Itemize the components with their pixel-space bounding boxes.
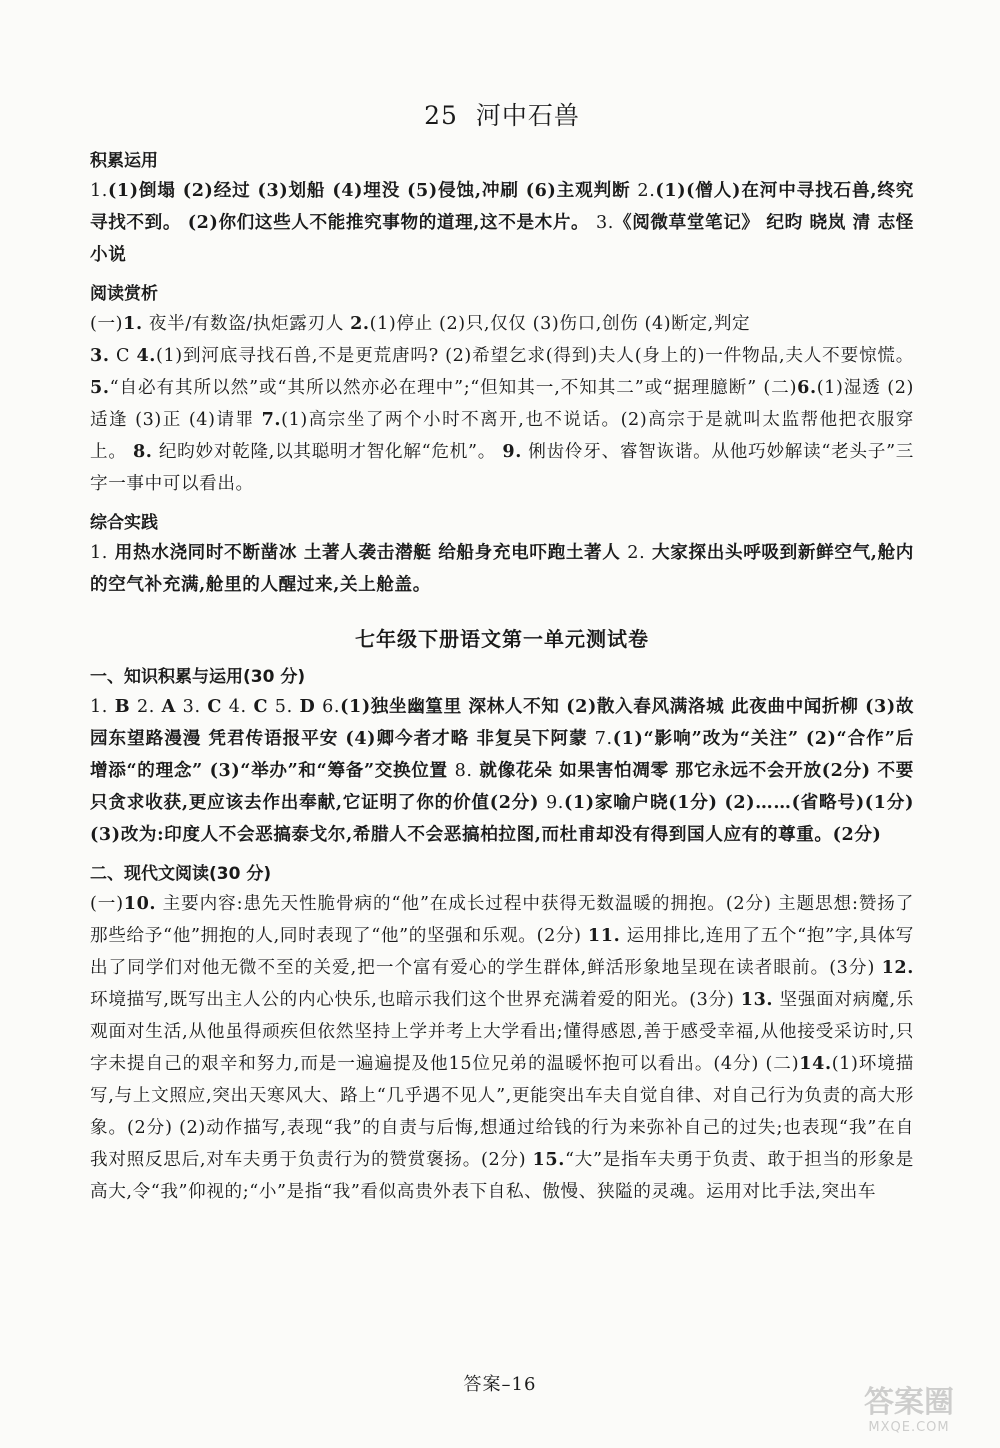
lesson-number: 25 xyxy=(424,101,458,130)
watermark-logo xyxy=(844,1386,974,1438)
question-number: 4. xyxy=(136,345,157,366)
test-title: 七年级下册语文第一单元测试卷 xyxy=(355,627,649,651)
page-content xyxy=(90,96,914,1208)
section-heading: 综合实践 xyxy=(90,513,158,533)
question-number: 就像花朵 如果害怕凋零 那它永远不会开放(2分) 不要只贪求收获,更应该去作出奉献,它证明了你的价值(2分) xyxy=(90,760,914,813)
question-number: 6. xyxy=(797,377,817,398)
question-number: (1)(僧人)在河中寻找石兽,终究寻找不到。 (2)你们这些人不能推究事物的道理,这不是木片。 xyxy=(90,180,914,233)
answer-text: (1)环境描写,与上文照应,突出天寒风大、路上“几乎遇不见人”,更能突出车夫自觉自律、对自己行为负责的高大形象。(2分) (2)动作描写,表现“我”的自责与后悔,想通过给钱的行为来弥补自己的过失;也表现“我”在自我对照反思后,对车夫勇于负责行为的赞赏褒扬。(2分) xyxy=(90,1054,914,1170)
answer-text: (1)到河底寻找石兽,不是更荒唐吗? (2)希望乞求(得到)夫人(身上的)一件物品,夫人不要惊慌。 xyxy=(156,346,914,366)
watermark-url: MXQE.COM xyxy=(868,1420,950,1435)
section-body xyxy=(90,691,914,851)
answer-text: 2. xyxy=(136,697,155,717)
watermark-text: 答案圈 xyxy=(864,1385,954,1420)
answer-text: 8. xyxy=(454,761,473,781)
question-number: C xyxy=(246,696,275,717)
answer-text: (1)停止 (2)只,仅仅 (3)伤口,创伤 (4)断定,判定 xyxy=(369,314,751,334)
answer-paragraph xyxy=(90,308,914,340)
question-number: (1)家喻户晓(1分) (2)……(省略号)(1分) (3)改为:印度人不会恶搞泰戈尔,希腊人不会恶搞柏拉图,而杜甫却没有得到国人应有的尊重。(2分) xyxy=(90,792,914,845)
answer-paragraph xyxy=(90,691,914,851)
answer-text: 运用排比,连用了五个“抱”字,具体写出了同学们对他无微不至的关爱,把一个富有爱心的学生群体,鲜活形象地呈现在读者眼前。(3分) xyxy=(90,926,914,978)
question-number: B xyxy=(108,696,137,717)
question-number: 13. xyxy=(740,989,774,1010)
question-number: (1)倒塌 (2)经过 (3)划船 (4)埋没 (5)侵蚀,冲刷 (6)主观判断 xyxy=(108,180,638,201)
question-number: 14. xyxy=(799,1053,832,1074)
question-number: 《阅微草堂笔记》 纪昀 晓岚 清 志怪小说 xyxy=(90,212,914,265)
question-number: D xyxy=(292,696,323,717)
answer-text: 1. xyxy=(90,543,108,563)
section-heading: 积累运用 xyxy=(90,151,158,171)
question-number: 用热水浇同时不断凿冰 土著人袭击潜艇 给船身充电吓跑土著人 xyxy=(108,542,628,563)
answer-text: 3. xyxy=(182,697,201,717)
answer-text: 7. xyxy=(594,729,613,749)
section-body xyxy=(90,537,914,601)
question-number: (1)独坐幽篁里 深林人不知 (2)散入春风满洛城 此夜曲中闻折柳 (3)故园东望路漫漫 凭君传语报平安 (4)卿今者才略 非复吴下阿蒙 xyxy=(90,696,915,749)
question-number: 15. xyxy=(532,1149,565,1170)
lesson-title xyxy=(90,96,914,132)
answer-text: 坚强面对病魔,乐观面对生活,从他虽得顽疾但依然坚持上学并考上大学看出;懂得感恩,善于感受幸福,从他接受采访时,只字未提自己的艰辛和努力,而是一遍遍提及他15位兄弟的温暖怀抱可以看出。(4分) (二) xyxy=(90,990,914,1074)
question-number: 2. xyxy=(350,313,370,334)
question-number: C xyxy=(200,696,229,717)
lesson-name: 河中石兽 xyxy=(475,101,580,130)
answer-text: 1. xyxy=(90,697,108,717)
question-number: 7. xyxy=(261,409,282,430)
answer-text: 6. xyxy=(322,697,341,717)
answer-text: 1. xyxy=(90,181,108,201)
answer-text: 2. xyxy=(627,543,646,563)
question-number: 5. xyxy=(90,377,110,398)
answer-text: (1)高宗坐了两个小时不离开,也不说话。(2)高宗于是就叫太监帮他把衣服穿上。 xyxy=(90,410,914,462)
answer-paragraph xyxy=(90,340,914,500)
answer-text: C xyxy=(109,346,137,366)
answer-text: 3. xyxy=(596,213,614,233)
question-number: 3. xyxy=(90,345,110,366)
answer-text: 环境描写,既写出主人公的内心快乐,也暗示我们这个世界充满着爱的阳光。(3分) xyxy=(90,990,741,1010)
answer-text: 4. xyxy=(228,697,247,717)
section-heading: 二、现代文阅读(30 分) xyxy=(90,864,272,884)
question-number: 大家探出头呼吸到新鲜空气,舱内的空气补充满,舱里的人醒过来,关上舱盖。 xyxy=(90,542,914,595)
answer-text: 主要内容:患先天性脆骨病的“他”在成长过程中获得无数温暖的拥抱。(2分) 主题思想:赞扬了那些给予“他”拥抱的人,同时表现了“他”的坚强和乐观。(2分) xyxy=(90,894,914,946)
section-body xyxy=(90,175,914,271)
page-number: 答案–16 xyxy=(463,1374,537,1395)
answer-text: 2. xyxy=(637,181,656,201)
answer-text: 夜半/有数盗/执炬露刃人 xyxy=(142,314,351,334)
question-number: 12. xyxy=(881,957,914,978)
answer-paragraph xyxy=(90,537,914,601)
question-number: A xyxy=(154,696,183,717)
question-number: 8. xyxy=(132,441,153,462)
answer-text: (1)湿透 (2)适逢 (3)正 (4)请罪 xyxy=(90,378,915,430)
answer-text: 纪昀妙对乾隆,以其聪明才智化解“危机”。 xyxy=(152,442,503,462)
section-body xyxy=(90,308,914,500)
answer-text: 俐齿伶牙、睿智诙谐。从他巧妙解读“老头子”三字一事中可以看出。 xyxy=(90,442,914,494)
question-number: 1. xyxy=(123,313,143,334)
answer-paragraph xyxy=(90,175,914,271)
section-heading: 阅读赏析 xyxy=(90,284,158,304)
answer-text: (一) xyxy=(90,314,124,334)
answer-text: “大”是指车夫勇于负责、敢于担当的形象是高大,令“我”仰视的;“小”是指“我”看似高贵外表下自私、傲慢、狭隘的灵魂。运用对比手法,突出车 xyxy=(90,1150,914,1202)
answer-text: 5. xyxy=(274,697,293,717)
question-number: (1)“影响”改为“关注” (2)“合作”后增添“的理念” (3)“举办”和“筹备”交换位置 xyxy=(90,728,914,781)
section-heading: 一、知识积累与运用(30 分) xyxy=(90,667,306,687)
answer-paragraph xyxy=(90,888,914,1208)
section-body xyxy=(90,888,914,1208)
answer-text: “自必有其所以然”或“其所以然亦必在理中”;“但知其一,不知其二”或“据理臆断” (二) xyxy=(109,378,798,398)
answer-text: (一) xyxy=(90,894,124,914)
question-number: 11. xyxy=(587,925,621,946)
question-number: 9. xyxy=(502,441,522,462)
answer-text: 9. xyxy=(545,793,564,813)
question-number: 10. xyxy=(123,893,157,914)
